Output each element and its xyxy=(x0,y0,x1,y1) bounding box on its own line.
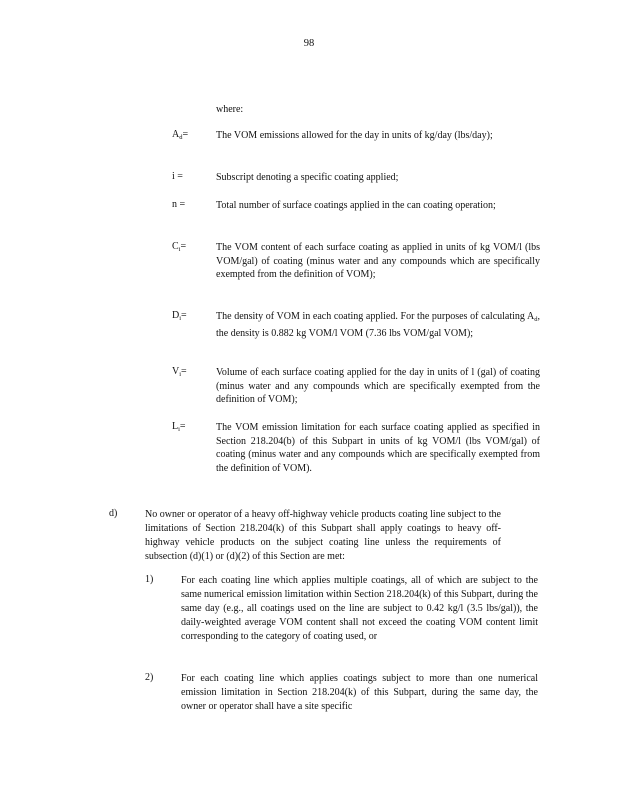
definition-text-part: , the density is 0.882 kg VOM/l VOM (7.36 lbs VOM/gal VOM); xyxy=(216,311,540,339)
definition-text xyxy=(216,310,540,340)
symbol-equals: = xyxy=(182,129,189,140)
definition-text: Subscript denoting a specific coating applied; xyxy=(216,172,399,183)
symbol-subscript: d xyxy=(179,134,183,141)
where-label: where: xyxy=(216,104,244,115)
item-2-text: For each coating line which applies coatings subject to more than one numerical emission limitation in Section 218.204(k) of this Subpart, during the same day, the owner or operator shall have a site specific xyxy=(181,673,538,712)
item-1-label: 1) xyxy=(145,574,154,585)
definition-symbol xyxy=(172,199,216,211)
definition-symbol xyxy=(172,366,216,378)
symbol-main: V xyxy=(172,366,180,377)
symbol-subscript: i xyxy=(179,315,182,322)
symbol-equals: = xyxy=(179,421,186,432)
symbol-equals: = xyxy=(174,171,183,182)
definition-symbol xyxy=(172,241,216,253)
symbol-subscript: i xyxy=(178,426,180,433)
definition-symbol xyxy=(172,421,216,433)
item-1-text: For each coating line which applies multiple coatings, all of which are subject to the same numerical emission limitation within Section 218.204(k) of this Subpart, during the same day (e.g., all coatings used on the line are subject to 0.42 kg/l (3.5 lbs/gal)), the daily-weighted average VOM content shall not exceed the coating VOM content limit corresponding to the category of coating used, or xyxy=(181,575,538,642)
definition-text: Total number of surface coatings applied in the can coating operation; xyxy=(216,200,496,211)
definition-symbol xyxy=(172,129,216,141)
symbol-equals: = xyxy=(181,366,187,377)
symbol-main: C xyxy=(172,241,179,252)
subsection-d-text: No owner or operator of a heavy off-highway vehicle products coating line subject to the limitations of Section 218.204(k) of this Subpart shall apply coatings to heavy off-highway vehicle products on the subject coating line unless the requirements of subsection (d)(1) or (d)(2) of this Section are met: xyxy=(145,509,501,562)
definition-text: Volume of each surface coating applied for the day in units of l (gal) of coating (minus water and any compounds which are specifically exempted from the definition of VOM); xyxy=(216,367,540,406)
page-number: 98 xyxy=(303,38,315,49)
symbol-main: i xyxy=(172,171,175,182)
symbol-main: D xyxy=(172,310,180,321)
symbol-main: n xyxy=(172,199,177,210)
inline-symbol-subscript: d xyxy=(534,316,538,323)
symbol-main: L xyxy=(172,421,179,432)
symbol-subscript: i xyxy=(179,371,182,378)
symbol-equals: = xyxy=(181,310,187,321)
definition-symbol xyxy=(172,171,216,183)
definition-text: The VOM emission limitation for each surface coating applied as specified in Section 218.204(b) of this Subpart in units of kg VOM/l (lbs VOM/gal) of coating (minus water and any compounds which are specifically exempted from the definition of VOM). xyxy=(216,422,540,474)
symbol-equals: = xyxy=(177,199,186,210)
symbol-equals: = xyxy=(180,241,187,252)
definition-text: The VOM emissions allowed for the day in units of kg/day (lbs/day); xyxy=(216,130,493,141)
definition-symbol xyxy=(172,310,216,322)
inline-symbol: A xyxy=(527,311,535,322)
item-2-label: 2) xyxy=(145,672,154,683)
symbol-subscript: i xyxy=(178,246,181,253)
subsection-d-label: d) xyxy=(109,508,118,519)
symbol-main: A xyxy=(172,129,180,140)
definition-text-part: The density of VOM in each coating applied. For the purposes of calculating xyxy=(216,311,528,322)
definition-text: The VOM content of each surface coating as applied in units of kg VOM/l (lbs VOM/gal) of coating (minus water and any compounds which are specifically exempted from the definition of VOM); xyxy=(216,242,540,281)
